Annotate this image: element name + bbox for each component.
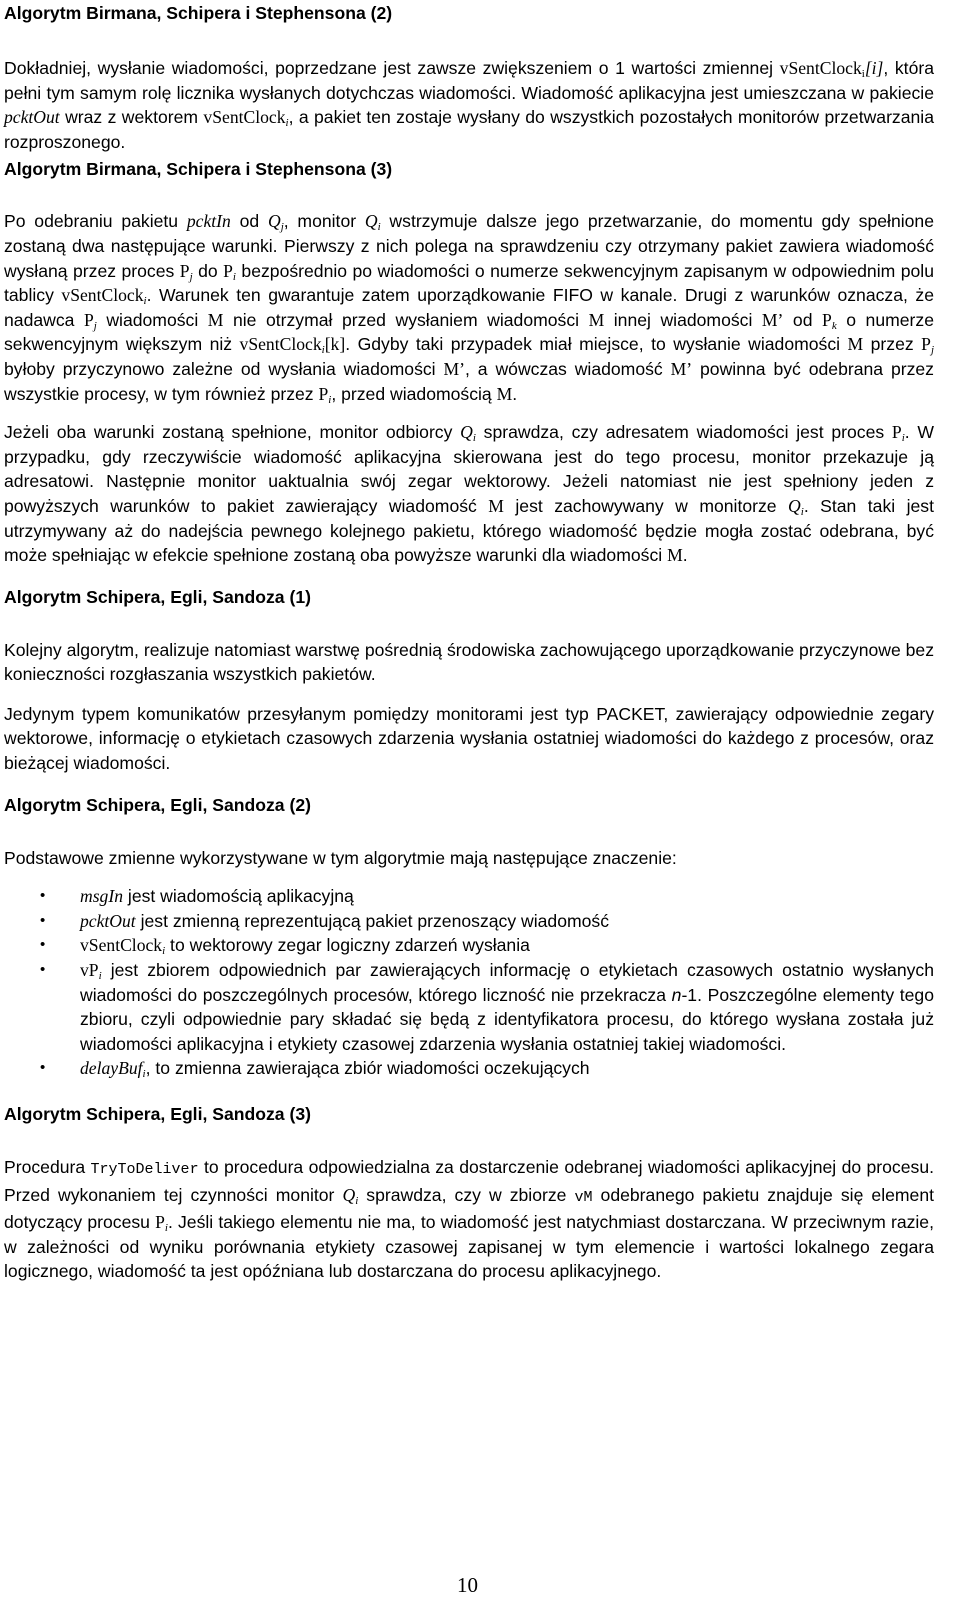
section-title: Algorytm Schipera, Egli, Sandoza (2) [4, 794, 311, 815]
paragraph: Jedynym typem komunikatów przesyłanym pomiędzy monitorami jest typ PACKET, zawierający odpowiednie zegary wektorowe, informację o etykietach czasowych zdarzenia wysłania ostatniej wiadomości do każdego z procesów, oraz bieżącej wiadomości. [4, 703, 934, 774]
section-title: Algorytm Schipera, Egli, Sandoza (1) [4, 586, 311, 607]
paragraph: Kolejny algorytm, realizuje natomiast warstwę pośrednią środowiska zachowującego uporządkowanie przyczynowe bez konieczności rozgłaszania wszystkich pakietów. [4, 639, 935, 685]
bullet-icon: • [40, 961, 46, 979]
page-number: 10 [457, 1573, 478, 1597]
paragraph: Jeżeli oba warunki zostaną spełnione, monitor odbiorcy $Q_i$ sprawdza, czy adresatem wiadomości jest proces $P_i$. W przypadku, gdy rzeczywiście wiadomość aplikacyjna skierowana jest do tego procesu, monitor przekazuje ją adresatowi. Następnie monitor uaktualnia swój zegar wektorowy. Jeżeli natomiast nie jest spełniony jeden z powyższych warunków to pakiet zawierający wiadomość M jest zachowywany w monitorze $Q_i$. Stan taki jest utrzymywany aż do nadejścia pewnego kolejnego pakietu, którego wiadomość będzie mogła zostać odebrana, być może spełniając w efekcie spełnione zostaną oba powyższe warunki dla wiadomości M. [4, 422, 934, 566]
list-item: • pcktOut jest zmienną reprezentującą pakiet przenoszący wiadomość [4, 909, 934, 934]
paragraph: Po odebraniu pakietu pcktIn od $Q_j$, monitor $Q_i$ wstrzymuje dalsze jego przetwarzanie, do momentu gdy spełnione zostaną dwa następujące warunki. Pierwszy z nich polega na sprawdzeniu czy otrzymany pakiet zawiera wiadomość wysłaną przez proces $P_j$ do $P_i$ bezpośrednio po wiadomości o numerze sekwencyjnym zapisanym w odpowiednim polu tablicy vSentClock$_i$. Warunek ten gwarantuje zatem uporządkowanie FIFO w kanale. Drugi z warunków oznacza, że nadawca $P_j$ wiadomości M nie otrzymał przed wysłaniem wiadomości M innej wiadomości M’ od $P_k$ o numerze sekwencyjnym większym niż vSentClock$_i$[k]. Gdyby taki przypadek miał miejsce, to wysłanie wiadomości M przez $P_j$ byłoby przyczynowo zależne od wysłania wiadomości M’, a wówczas wiadomość M’ powinna być odebrana przez wszystkie procesy, w tym również przez $P_i$, przed wiadomością M. [4, 211, 934, 406]
bullet-icon: • [40, 911, 46, 929]
section-title: Algorytm Birmana, Schipera i Stephensona (3) [4, 159, 393, 180]
paragraph: Podstawowe zmienne wykorzystywane w tym algorytmie mają następujące znaczenie: [4, 847, 677, 868]
section-title: Algorytm Schipera, Egli, Sandoza (3) [4, 1104, 311, 1124]
bullet-icon: • [40, 887, 46, 905]
section-title: Algorytm Birmana, Schipera i Stephensona (2) [4, 3, 393, 23]
variable-list [4, 884, 934, 1081]
bullet-icon: • [40, 1059, 46, 1077]
list-item: • msgIn jest wiadomością aplikacyjną [4, 884, 934, 909]
list-item: • delayBuf$_i$, to zmienna zawierająca zbiór wiadomości oczekujących [40, 1058, 590, 1081]
list-item: • $vP_i$ jest zbiorem odpowiednich par zawierających informację o etykietach czasowych ostatnio wysłanych wiadomości do poszczególnych procesów, którego liczność nie przekracza n-1. Poszczególne elementy tego zbioru, czyli odpowiednie pary składać się będą z identyfikatora procesu, do którego wysłana została już wiadomości aplikacyjna i etykiety czasowej zdarzenia wysłania ostatniej takiej wiadomości. [40, 960, 935, 1054]
paragraph: Procedura TryToDeliver to procedura odpowiedzialna za dostarczenie odebranej wiadomości aplikacyjnej do procesu. Przed wykonaniem tej czynności monitor $Q_i$ sprawdza, czy w zbiorze vM odebranego pakietu znajduje się element dotyczący procesu $P_i$. Jeśli takiego elementu nie ma, to wiadomość jest natychmiast dostarczana. W przeciwnym razie, w zależności od wyniku porównania etykiety czasowej zapisanej w tym elemencie i wartości lokalnego zegara logicznego, wiadomość ta jest opóźniana lub dostarczana do procesu aplikacyjnego. [4, 1157, 934, 1282]
paragraph: Dokładniej, wysłanie wiadomości, poprzedzane jest zawsze zwiększeniem o 1 wartości zmiennej vSentClock$_i$[i], która pełni tym samym rolę licznika wysłanych dotychczas wiadomości. Wiadomość aplikacyjna jest umieszczana w pakiecie pcktOut wraz z wektorem vSentClock$_i$, a pakiet ten zostaje wysłany do wszystkich pozostałych monitorów przetwarzania rozproszonego. [4, 58, 935, 152]
list-item: • vSentClock$_i$ to wektorowy zegar logiczny zdarzeń wysłania [40, 935, 530, 958]
bullet-icon: • [40, 936, 46, 954]
